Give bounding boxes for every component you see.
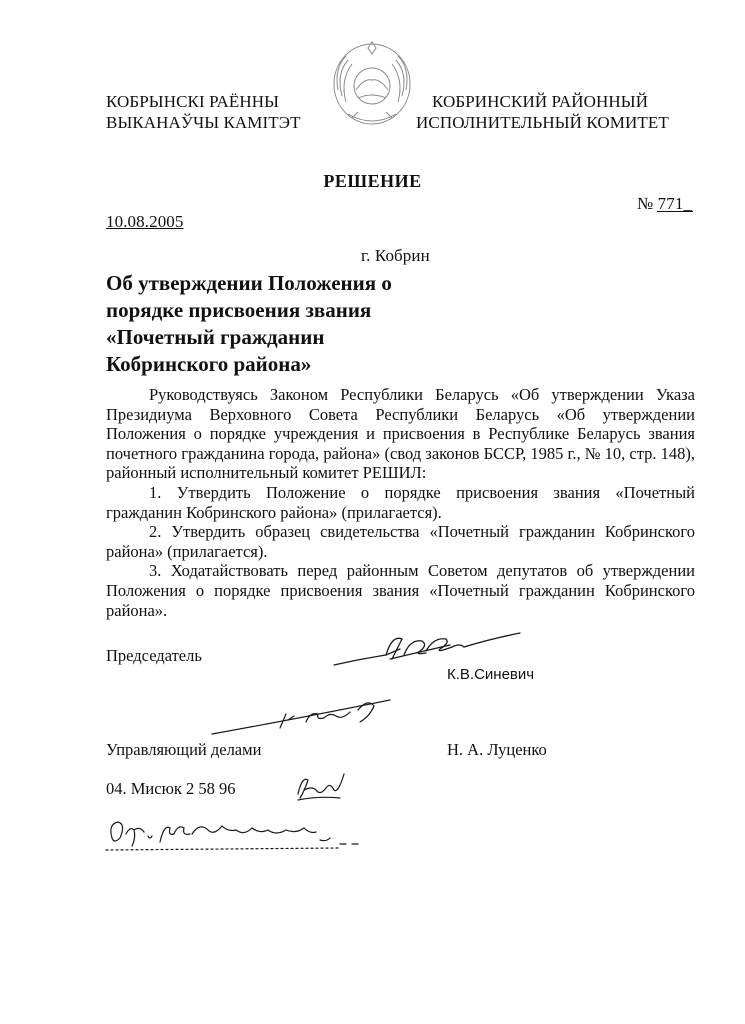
- document-number: № 771_: [637, 194, 693, 213]
- initials-handwriting: [294, 770, 348, 804]
- subject-line3: «Почетный гражданин: [106, 325, 325, 349]
- body-item-3: 3. Ходатайствовать перед районным Советом депутатов об утверждении Положения о порядке присвоения звания «Почетный гражданин Кобринского района».: [106, 561, 695, 620]
- subject-line4: Кобринского района»: [106, 352, 312, 376]
- document-place: г. Кобрин: [361, 246, 430, 265]
- subject-line1: Об утверждении Положения о: [106, 271, 392, 295]
- header-right-line2: ИСПОЛНИТЕЛЬНЫЙ КОМИТЕТ: [416, 113, 669, 132]
- header-right: [416, 91, 669, 133]
- header-right-line1: КОБРИНСКИЙ РАЙОННЫЙ: [432, 92, 649, 111]
- chair-signature: [330, 625, 530, 675]
- chair-name: К.В.Синевич: [447, 666, 535, 683]
- document-date: 10.08.2005: [106, 212, 184, 231]
- body-intro: Руководствуясь Законом Республики Беларусь «Об утверждении Указа Президиума Верховного Совета Республики Беларусь «Об утверждении Положения о порядке учреждения и присвоения в Республике Беларусь звания почетного гражданина города, района» (свод законов БССР, 1985 г., № 10, стр. 148), районный исполнительный комитет РЕШИЛ:: [106, 385, 695, 483]
- subject-line2: порядке присвоения звания: [106, 298, 372, 322]
- chair-title: Председатель: [106, 646, 202, 665]
- document-subject: [106, 270, 392, 378]
- bottom-handwritten-note: [104, 812, 364, 856]
- document-body: [106, 385, 695, 620]
- header-left: [106, 91, 301, 133]
- executor-line: 04. Мисюк 2 58 96: [106, 779, 236, 798]
- coat-of-arms-emblem: [328, 38, 416, 128]
- body-item-2: 2. Утвердить образец свидетельства «Почетный гражданин Кобринского района» (прилагается).: [106, 522, 695, 561]
- document-type: РЕШЕНИЕ: [323, 171, 422, 191]
- number-underline: [657, 211, 693, 212]
- manager-date-handwriting: [210, 690, 400, 740]
- header-left-line2: ВЫКАНАЎЧЫ КАМІТЭТ: [106, 113, 301, 132]
- manager-name: Н. А. Луценко: [447, 740, 547, 759]
- body-item-1: 1. Утвердить Положение о порядке присвоения звания «Почетный гражданин Кобринского района» (прилагается).: [106, 482, 695, 522]
- header-left-line1: КОБРЫНСКІ РАЁННЫ: [106, 92, 280, 111]
- manager-title: Управляющий делами: [106, 740, 262, 759]
